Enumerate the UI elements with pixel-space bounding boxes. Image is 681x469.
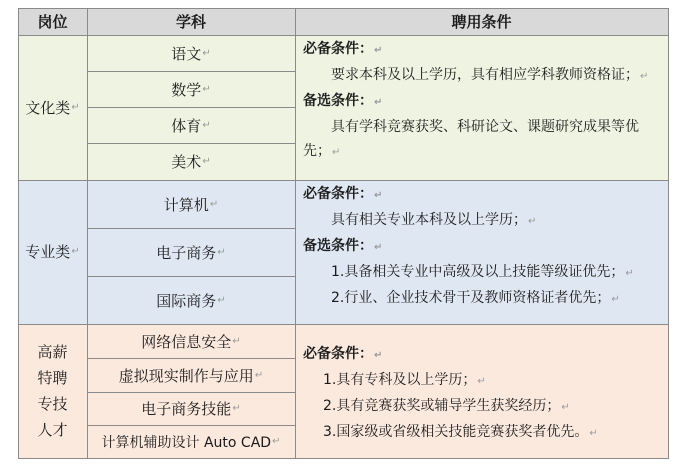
paragraph-mark: ↵: [561, 402, 570, 413]
border-top: [18, 8, 669, 9]
paragraph-mark: ↵: [477, 376, 486, 387]
paragraph-mark: ↵: [272, 436, 281, 447]
cell-text: 国际商务: [156, 291, 217, 310]
paragraph-mark: ↵: [625, 268, 634, 279]
cell-text: 备选条件：: [303, 93, 373, 109]
subject-cell: [87, 71, 295, 107]
condition-line: [303, 286, 658, 312]
border-section: [18, 324, 669, 325]
paragraph-mark: ↵: [202, 119, 211, 131]
paragraph-mark: ↵: [202, 47, 211, 59]
header-conditions: [295, 8, 668, 35]
paragraph-mark: ↵: [374, 350, 383, 361]
cell-text: 体育: [171, 116, 202, 135]
condition-line: [303, 260, 658, 286]
category-special-talent: [18, 324, 87, 458]
paragraph-mark: ↵: [71, 101, 80, 113]
cell-text: 2.行业、企业技术骨干及教师资格证者优先；: [331, 290, 611, 306]
cell-text: 3.国家级或省级相关技能竞赛获奖者优先。: [323, 424, 589, 440]
cell-text: 虚拟现实制作与应用: [118, 366, 254, 385]
cell-text: 必备条件：: [303, 346, 373, 362]
paragraph-mark: ↵: [71, 246, 80, 257]
border-section: [18, 180, 669, 181]
border-header: [18, 35, 669, 36]
condition-line: [303, 208, 658, 234]
header-subject: [87, 8, 295, 35]
cell-text: 文化类: [25, 98, 71, 117]
paragraph-mark: ↵: [374, 190, 383, 201]
paragraph-mark: ↵: [374, 242, 383, 253]
subject-cell: [87, 180, 295, 228]
cell-text: 数学: [171, 80, 202, 99]
cell-text: 学科: [175, 13, 206, 31]
cell-text: 人才: [37, 421, 68, 439]
condition-line: [303, 63, 658, 89]
paragraph-mark: ↵: [611, 294, 620, 305]
cell-text: 网络信息安全: [141, 332, 232, 351]
cell-text: 语文: [171, 44, 202, 63]
paragraph-mark: ↵: [374, 45, 383, 56]
subject-cell: [87, 392, 295, 425]
subject-cell: [87, 35, 295, 71]
border-right: [668, 8, 669, 459]
paragraph-mark: ↵: [374, 97, 383, 108]
condition-line: [303, 89, 658, 115]
condition-line: [303, 234, 658, 260]
conditions-professional: [295, 180, 668, 324]
paragraph-mark: ↵: [589, 428, 598, 439]
condition-line: [303, 37, 658, 63]
condition-line: [303, 394, 658, 420]
subject-cell: [87, 228, 295, 276]
subject-cell: [87, 143, 295, 180]
cell-text: 具有学科竞赛获奖、科研论文、课题研究成果等优先；: [303, 119, 639, 159]
row-divider: [87, 276, 295, 277]
condition-line: [303, 420, 658, 446]
cell-text: 特聘: [37, 369, 68, 387]
row-divider: [87, 228, 295, 229]
cell-text: 专技: [37, 395, 68, 413]
conditions-culture: [295, 35, 668, 180]
border-left: [18, 8, 19, 459]
cell-text: 专业类: [25, 243, 71, 261]
cell-text: 计算机辅助设计 Auto CAD: [101, 434, 272, 451]
category-culture: [18, 35, 87, 180]
header-position: [18, 8, 87, 35]
cell-text: 高薪: [37, 343, 68, 361]
subject-cell: [87, 324, 295, 358]
condition-line: [303, 342, 658, 368]
cell-text: 电子商务: [156, 243, 217, 262]
column-divider: [87, 8, 88, 459]
cell-text: 1.具备相关专业中高级及以上技能等级证优先；: [331, 264, 625, 280]
cell-text: 电子商务技能: [141, 400, 232, 418]
row-divider: [87, 107, 295, 108]
condition-line: [303, 182, 658, 208]
paragraph-mark: ↵: [217, 246, 226, 258]
conditions-special-talent: [295, 324, 668, 458]
paragraph-mark: ↵: [640, 71, 649, 82]
row-divider: [87, 392, 295, 393]
border-bottom: [18, 458, 669, 459]
paragraph-mark: ↵: [202, 83, 211, 95]
cell-text: 岗位: [37, 13, 68, 31]
paragraph-mark: ↵: [209, 198, 219, 210]
paragraph-mark: ↵: [217, 294, 226, 306]
cell-text: 要求本科及以上学历，具有相应学科教师资格证；: [331, 67, 639, 83]
category-professional: [18, 180, 87, 324]
paragraph-mark: ↵: [254, 369, 264, 381]
row-divider: [87, 71, 295, 72]
paragraph-mark: ↵: [232, 403, 241, 414]
cell-text: 必备条件：: [303, 186, 373, 202]
paragraph-mark: ↵: [202, 156, 211, 167]
subject-cell: [87, 107, 295, 143]
subject-cell: [87, 358, 295, 392]
cell-text: 1.具有专科及以上学历；: [323, 372, 477, 388]
row-divider: [87, 425, 295, 426]
cell-text: 备选条件：: [303, 238, 373, 254]
cell-text: 计算机: [163, 195, 209, 214]
paragraph-mark: ↵: [528, 216, 537, 227]
subject-cell: [87, 276, 295, 324]
cell-text: 2.具有竞赛获奖或辅导学生获奖经历；: [323, 398, 561, 414]
cell-text: 聘用条件: [451, 13, 512, 31]
paragraph-mark: ↵: [332, 147, 341, 158]
cell-text: 具有相关专业本科及以上学历；: [331, 212, 527, 228]
subject-cell: [87, 425, 295, 458]
cell-text: 美术: [171, 153, 202, 171]
row-divider: [87, 143, 295, 144]
condition-line: [303, 368, 658, 394]
column-divider: [295, 8, 296, 459]
cell-text: 必备条件：: [303, 41, 373, 57]
condition-line: [303, 115, 658, 165]
row-divider: [87, 358, 295, 359]
paragraph-mark: ↵: [232, 335, 241, 347]
